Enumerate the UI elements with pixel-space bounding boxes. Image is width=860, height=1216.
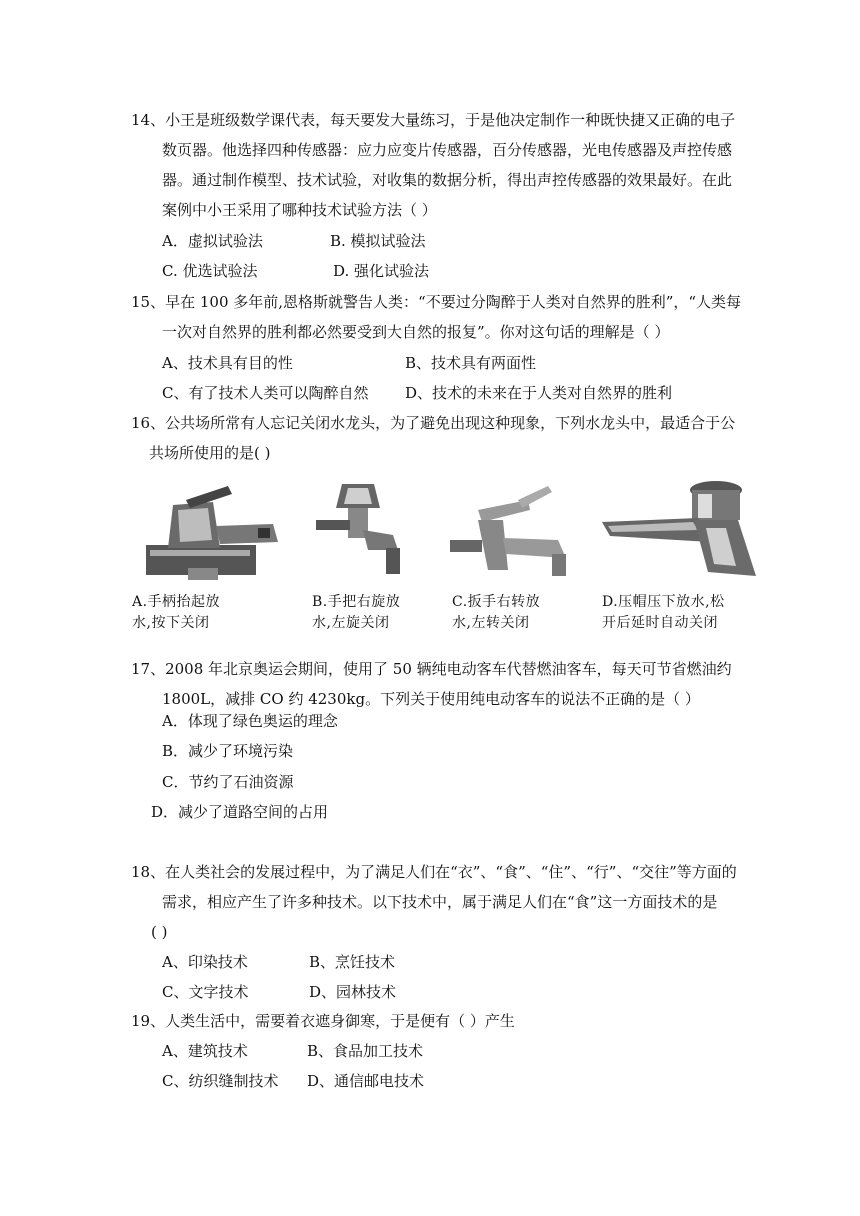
q15-line-2: 一次对自然界的胜利都必然要受到大自然的报复”。你对这句话的理解是（ ） (162, 323, 670, 341)
q18-option-b: B、烹饪技术 (309, 953, 396, 971)
faucet-d (598, 480, 764, 640)
faucet-options-figure (128, 480, 764, 640)
push-button-faucet-icon (598, 480, 764, 590)
rotary-faucet-icon (308, 480, 428, 590)
q18-option-d: D、园林技术 (309, 983, 397, 1001)
q14-option-a: A．虚拟试验法 (162, 232, 263, 250)
q14-line-1: 14、小王是班级数学课代表，每天要发大量练习，于是他决定制作一种既快捷又正确的电子 (131, 111, 736, 129)
q18-line-3: ( ) (151, 923, 168, 941)
q14-line-2: 数页器。他选择四种传感器：应力应变片传感器，百分传感器，光电传感器及声控传感 (162, 141, 733, 159)
faucet-d-caption-2: 开后延时自动关闭 (602, 615, 718, 631)
faucet-a-caption-2: 水,按下关闭 (132, 615, 210, 631)
q15-option-a: A、技术具有目的性 (162, 354, 293, 372)
q18-line-1: 18、在人类社会的发展过程中，为了满足人们在“衣”、“食”、“住”、“行”、“交往”等方面的 (131, 863, 737, 881)
faucet-b-caption-1: B.手把右旋放 (312, 594, 401, 610)
faucet-c-caption-2: 水,左转关闭 (452, 615, 530, 631)
q19-option-d: D、通信邮电技术 (307, 1072, 425, 1090)
q18-option-a: A、印染技术 (162, 953, 248, 971)
q16-line-1: 16、公共场所常有人忘记关闭水龙头，为了避免出现这种现象，下列水龙头中，最适合于公 (131, 414, 736, 432)
q14-option-c: C. 优选试验法 (162, 262, 258, 280)
q17-line-1: 17、2008 年北京奥运会期间，使用了 50 辆纯电动客车代替燃油客车，每天可节省燃油约 (131, 660, 732, 678)
q14-line-3: 器。通过制作模型、技术试验，对收集的数据分析，得出声控传感器的效果最好。在此 (162, 171, 733, 189)
q15-option-b: B、技术具有两面性 (405, 354, 537, 372)
faucet-b-caption-2: 水,左旋关闭 (312, 615, 390, 631)
q19-option-b: B、食品加工技术 (307, 1042, 424, 1060)
q15-line-1: 15、早在 100 多年前,恩格斯就警告人类：“不要过分陶醉于人类对自然界的胜利”，“人类每 (131, 293, 742, 311)
q18-option-c: C、文字技术 (162, 983, 249, 1001)
q17-option-c: C．节约了石油资源 (162, 773, 294, 791)
faucet-a-caption-1: A.手柄抬起放 (132, 594, 221, 610)
faucet-b (308, 480, 428, 640)
q16-line-2: 共场所使用的是( ) (149, 444, 271, 462)
q18-line-2: 需求，相应产生了许多种技术。以下技术中，属于满足人们在“食”这一方面技术的是 (162, 893, 718, 911)
q14-option-b: B. 模拟试验法 (330, 232, 426, 250)
q17-option-d: D．减少了道路空间的占用 (151, 803, 329, 821)
q14-line-4: 案例中小王采用了哪种技术试验方法（ ） (162, 201, 437, 219)
faucet-a (128, 480, 298, 640)
q15-option-c: C、有了技术人类可以陶醉自然 (162, 384, 369, 402)
q17-option-a: A．体现了绿色奥运的理念 (162, 712, 338, 730)
q17-option-b: B．减少了环境污染 (162, 742, 294, 760)
q19-option-c: C、纺织缝制技术 (162, 1072, 279, 1090)
faucet-c-caption-1: C.扳手右转放 (452, 594, 541, 610)
q14-option-d: D. 强化试验法 (333, 262, 430, 280)
lever-turn-faucet-icon (448, 480, 588, 590)
faucet-d-caption-1: D.压帽压下放水,松 (602, 594, 725, 610)
q19-line-1: 19、人类生活中，需要着衣遮身御寒，于是便有（ ）产生 (131, 1012, 515, 1030)
faucet-c (448, 480, 588, 640)
q15-option-d: D、技术的未来在于人类对自然界的胜利 (405, 384, 673, 402)
lever-faucet-icon (128, 480, 298, 590)
q19-option-a: A、建筑技术 (162, 1042, 248, 1060)
q17-line-2: 1800L，减排 CO 约 4230kg。下列关于使用纯电动客车的说法不正确的是（ ） (162, 690, 700, 708)
